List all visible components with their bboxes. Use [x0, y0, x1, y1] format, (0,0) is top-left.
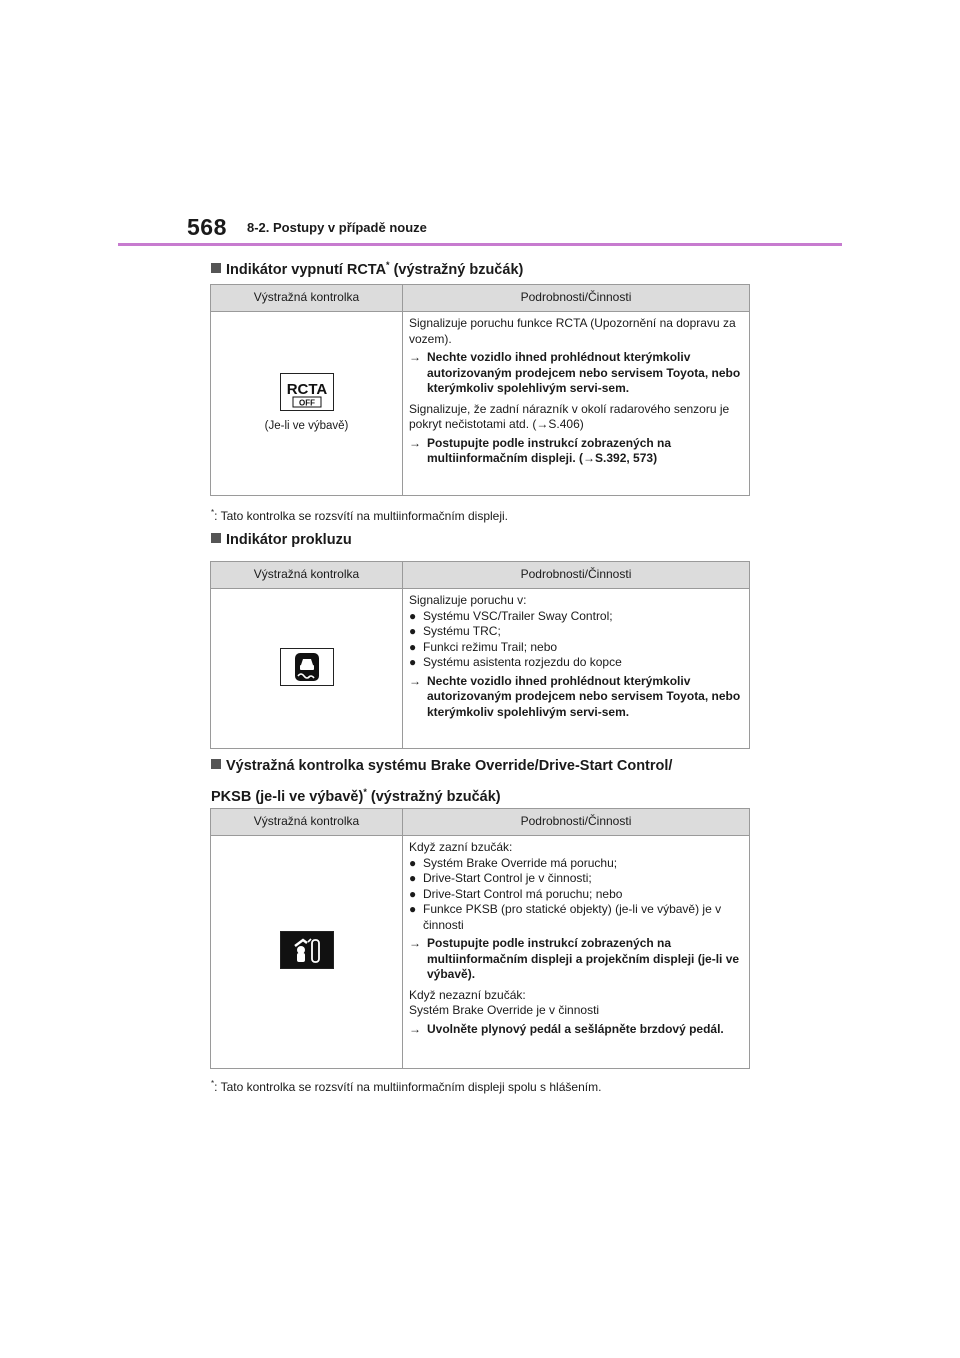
lamp-cell	[211, 312, 403, 496]
details-cell	[403, 836, 750, 1069]
action-text: → Uvolněte plynový pedál a sešlápněte brzdový pedál.	[409, 1021, 724, 1036]
list-item: ● Drive-Start Control je v činnosti;	[409, 871, 592, 885]
column-header-lamp: Výstražná kontrolka	[211, 285, 403, 312]
arrow-icon: →	[409, 673, 421, 688]
svg-text:OFF: OFF	[298, 398, 315, 408]
rcta-off-icon	[280, 373, 334, 411]
column-header-details: Podrobnosti/Činnosti	[403, 809, 750, 836]
lamp-cell	[211, 589, 403, 749]
column-header-lamp: Výstražná kontrolka	[211, 809, 403, 836]
list-item: ● Systém Brake Override má poruchu;	[409, 855, 618, 870]
section-heading-slip: Indikátor prokluzu	[211, 527, 352, 553]
list-item: ● Funkci režimu Trail; nebo	[409, 639, 558, 654]
description-text: Signalizuje poruchu v:	[409, 593, 527, 607]
action-text: → Nechte vozidlo ihned prohlédnout kterýmkoliv autorizovaným prodejcem nebo servisem Toyota, nebo kterýmkoliv spolehlivým servi-sem.	[409, 673, 741, 719]
action-text: → Nechte vozidlo ihned prohlédnout kterýmkoliv autorizovaným prodejcem nebo servisem Toyota, nebo kterýmkoliv spolehlivým servi-sem.	[409, 350, 741, 395]
description-text: Signalizuje, že zadní nárazník v okolí radarového senzoru je pokryt nečistotami atd. (→S.406)	[409, 401, 730, 431]
list-item: ● Drive-Start Control má poruchu; nebo	[409, 886, 623, 901]
brake-override-warning-table	[210, 808, 750, 1069]
details-cell	[403, 589, 750, 749]
section-heading-brake-override: Výstražná kontrolka systému Brake Override/Drive-Start Control/ PKSB (je-li ve výbavě)* (výstražný bzučák)	[211, 758, 673, 805]
arrow-icon: →	[409, 1021, 421, 1036]
column-header-details: Podrobnosti/Činnosti	[403, 562, 750, 589]
footnote-rcta: *: Tato kontrolka se rozsvítí na multiinformačním displeji.	[211, 508, 509, 523]
square-bullet-icon	[211, 263, 221, 273]
header-divider	[118, 243, 842, 246]
action-text: → Postupujte podle instrukcí zobrazených na multiinformačním displeji. (→S.392, 573)	[409, 435, 672, 465]
svg-text:RCTA: RCTA	[286, 381, 327, 398]
slip-indicator-icon	[280, 648, 334, 686]
description-text: Když nezazní bzučák: Systém Brake Override je v činnosti	[409, 987, 600, 1017]
column-header-lamp: Výstražná kontrolka	[211, 562, 403, 589]
section-heading-rcta: Indikátor vypnutí RCTA* (výstražný bzučák)	[211, 252, 523, 283]
availability-note: (Je-li ve výbavě)	[264, 419, 349, 432]
footnote-brake-override: *: Tato kontrolka se rozsvítí na multiinformačním displeji spolu s hlášením.	[211, 1079, 602, 1094]
chapter-title: 8-2. Postupy v případě nouze	[247, 220, 427, 235]
arrow-icon: →	[409, 435, 421, 450]
square-bullet-icon	[211, 759, 221, 769]
description-text: Když zazní bzučák:	[409, 840, 513, 854]
column-header-details: Podrobnosti/Činnosti	[403, 285, 750, 312]
details-cell	[403, 312, 750, 496]
action-text: → Postupujte podle instrukcí zobrazených na multiinformačním displeji a projekčním displeji (je-li ve výbavě).	[409, 936, 740, 981]
slip-warning-table	[210, 561, 750, 749]
square-bullet-icon	[211, 533, 221, 543]
brake-override-icon	[280, 931, 334, 969]
list-item: ● Systému TRC;	[409, 624, 501, 638]
lamp-cell	[211, 836, 403, 1069]
arrow-icon: →	[409, 350, 421, 364]
description-text: Signalizuje poruchu funkce RCTA (Upozornění na dopravu za vozem).	[409, 316, 736, 346]
arrow-icon: →	[409, 936, 421, 950]
list-item: ● Funkce PKSB (pro statické objekty) (je-li ve výbavě) je v činnosti	[409, 902, 722, 932]
list-item: ● Systému VSC/Trailer Sway Control;	[409, 608, 613, 623]
page-number: 568	[187, 214, 227, 240]
rcta-warning-table	[210, 284, 750, 496]
list-item: ● Systému asistenta rozjezdu do kopce	[409, 655, 622, 669]
